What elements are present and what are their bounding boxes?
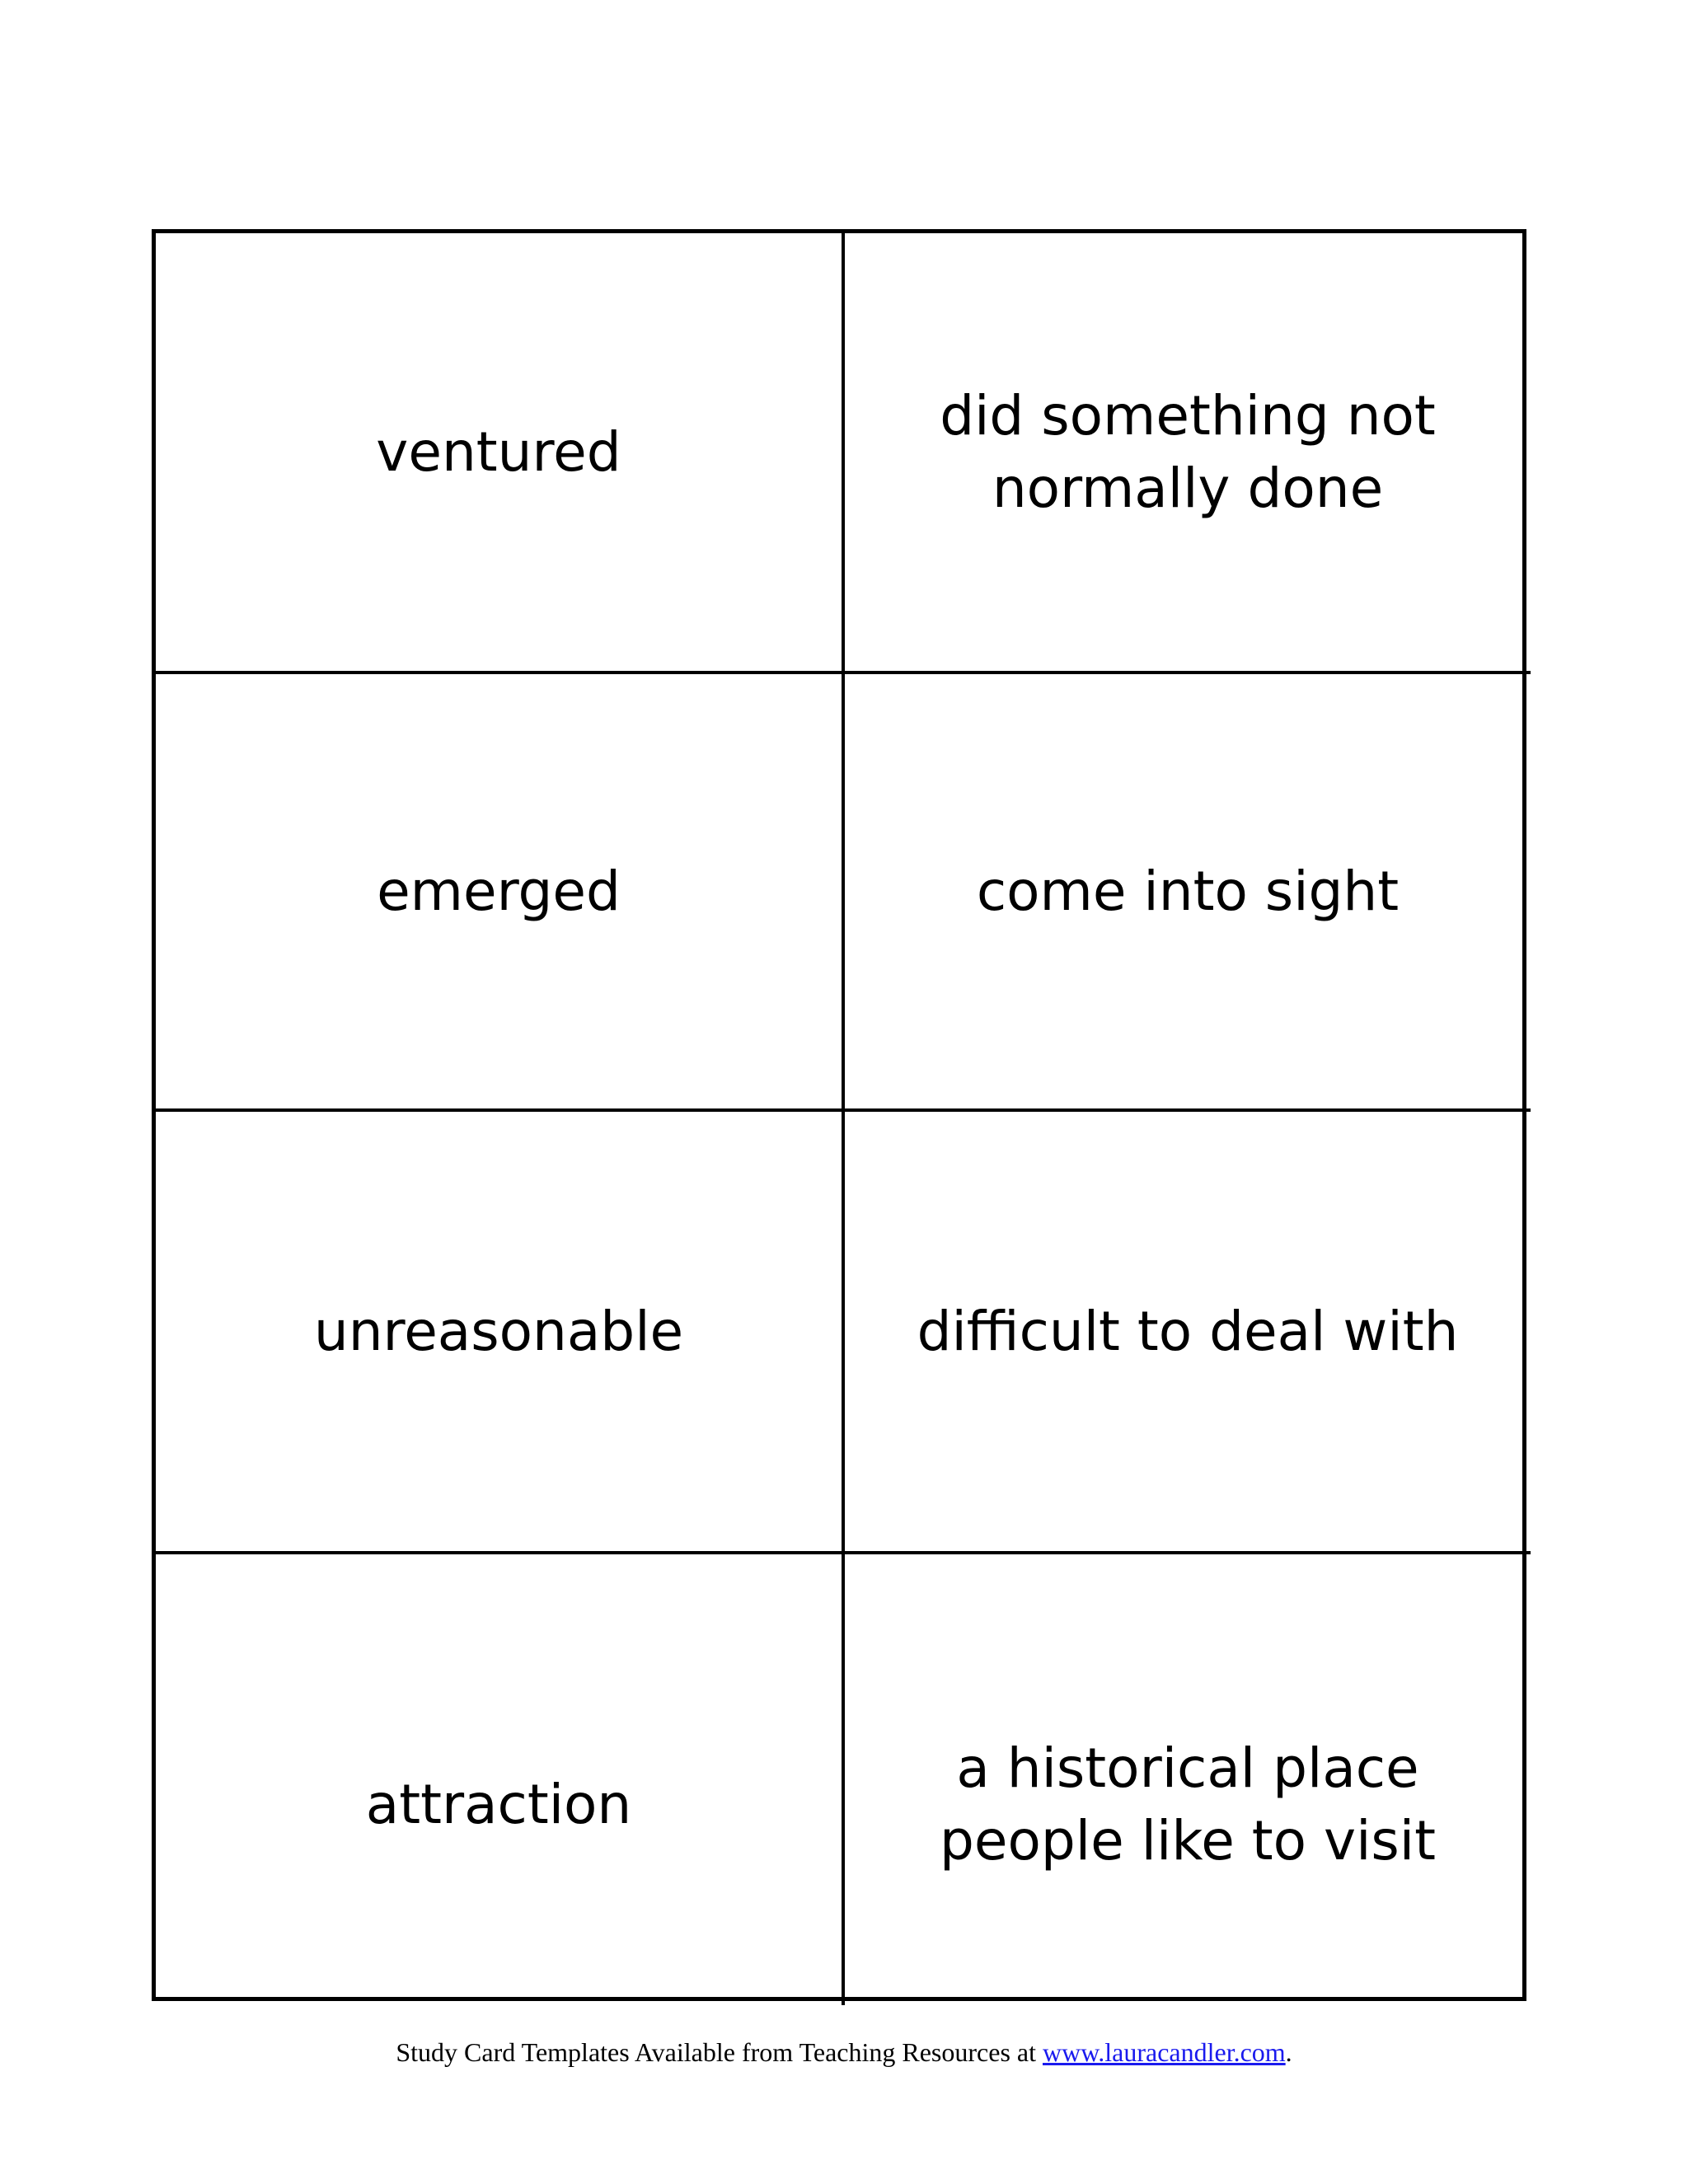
definition-card-3 — [845, 1112, 1531, 1554]
term-text: attraction — [365, 1772, 632, 1836]
definition-card-2 — [845, 674, 1531, 1112]
footer-suffix: . — [1285, 2037, 1292, 2067]
term-card-1 — [156, 233, 845, 674]
term-text: ventured — [376, 419, 621, 484]
definition-card-4 — [845, 1554, 1531, 2005]
footer-prefix: Study Card Templates Available from Teaching Resources at — [396, 2037, 1043, 2067]
term-card-2 — [156, 674, 845, 1112]
definition-text: did something not normally done — [940, 383, 1436, 520]
footer-credit — [0, 2036, 1688, 2069]
term-card-3 — [156, 1112, 845, 1554]
study-card-grid — [152, 229, 1526, 2001]
term-text: unreasonable — [313, 1299, 684, 1363]
term-text: emerged — [377, 859, 621, 923]
definition-text: come into sight — [976, 859, 1400, 923]
definition-card-1 — [845, 233, 1531, 674]
definition-text: difficult to deal with — [917, 1299, 1459, 1363]
definition-text: a historical place people like to visit — [939, 1736, 1437, 1872]
footer-website-link[interactable]: www.lauracandler.com — [1042, 2037, 1286, 2067]
term-card-4 — [156, 1554, 845, 2005]
